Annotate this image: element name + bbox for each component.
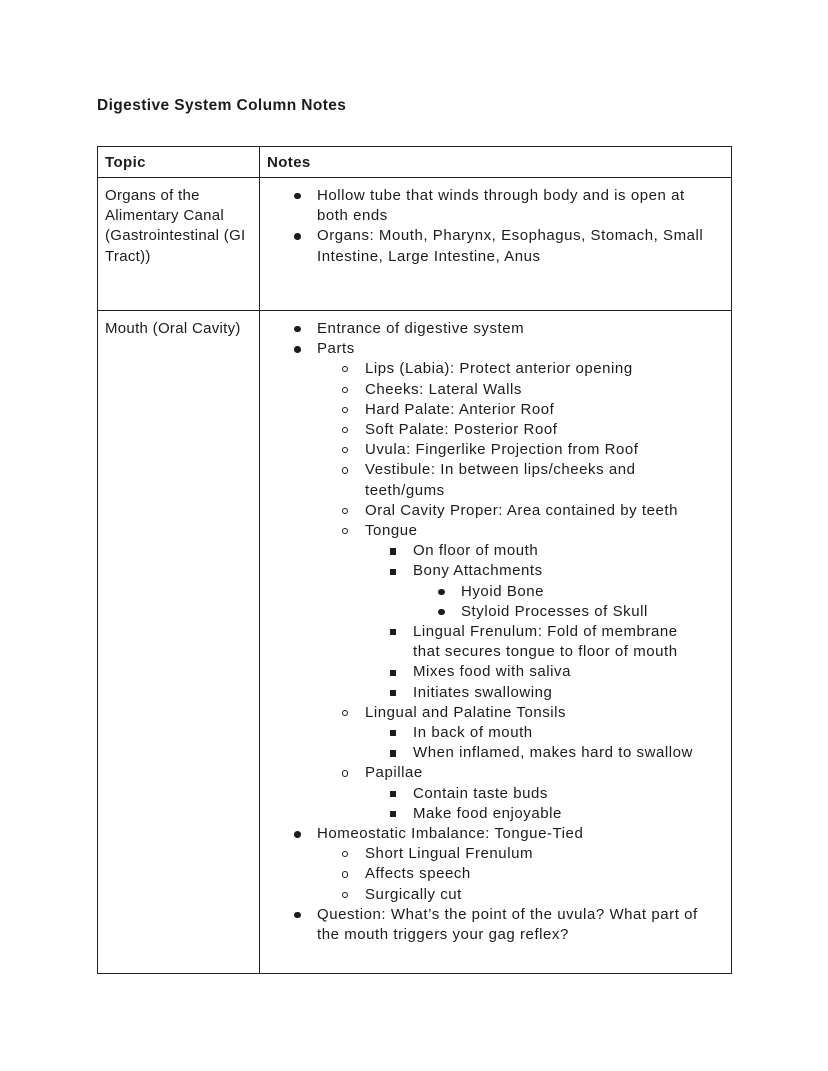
table-row — [98, 178, 732, 311]
note-text: Lingual Frenulum: Fold of membrane that secures tongue to floor of mouth — [413, 623, 678, 661]
note-text: Soft Palate: Posterior Roof — [365, 421, 558, 439]
disc-bullet-icon — [294, 226, 317, 246]
note-text: Homeostatic Imbalance: Tongue-Tied — [317, 825, 584, 843]
note-item — [260, 339, 705, 359]
note-text: Affects speech — [365, 865, 471, 883]
disc-bullet-icon — [438, 582, 461, 602]
note-item — [260, 864, 705, 884]
circle-bullet-icon — [342, 380, 365, 400]
note-text: Contain taste buds — [413, 784, 548, 802]
note-item — [260, 319, 705, 339]
note-item — [260, 763, 705, 783]
square-bullet-icon — [390, 541, 413, 561]
note-text: Initiates swallowing — [413, 683, 553, 701]
table-row — [98, 311, 732, 974]
note-item — [260, 561, 705, 581]
note-text: Cheeks: Lateral Walls — [365, 380, 522, 398]
note-item — [260, 622, 705, 662]
note-text: Organs: Mouth, Pharynx, Esophagus, Stomach, Small Intestine, Large Intestine, Anus — [317, 227, 704, 265]
note-text: Make food enjoyable — [413, 804, 562, 822]
note-text: Lips (Labia): Protect anterior opening — [365, 360, 633, 378]
disc-bullet-icon — [294, 319, 317, 339]
table-body — [98, 178, 732, 974]
note-item — [260, 582, 705, 602]
note-text: Tongue — [365, 522, 418, 540]
note-item — [260, 885, 705, 905]
note-item — [260, 662, 705, 682]
notes-cell — [260, 178, 732, 311]
circle-bullet-icon — [342, 885, 365, 905]
circle-bullet-icon — [342, 703, 365, 723]
square-bullet-icon — [390, 662, 413, 682]
note-item — [260, 784, 705, 804]
note-text: Parts — [317, 340, 355, 358]
circle-bullet-icon — [342, 460, 365, 480]
square-bullet-icon — [390, 683, 413, 703]
circle-bullet-icon — [342, 501, 365, 521]
disc-bullet-icon — [294, 339, 317, 359]
table-header-row — [98, 147, 732, 178]
note-text: Styloid Processes of Skull — [461, 602, 648, 620]
circle-bullet-icon — [342, 763, 365, 783]
circle-bullet-icon — [342, 844, 365, 864]
note-text: Hard Palate: Anterior Roof — [365, 400, 555, 418]
topic-column-header: Topic — [98, 147, 260, 178]
square-bullet-icon — [390, 561, 413, 581]
disc-bullet-icon — [294, 905, 317, 925]
circle-bullet-icon — [342, 864, 365, 884]
note-item — [260, 844, 705, 864]
note-item — [260, 460, 705, 500]
note-item — [260, 905, 705, 945]
note-text: Uvula: Fingerlike Projection from Roof — [365, 441, 639, 459]
note-text: Vestibule: In between lips/cheeks and teeth/gums — [365, 461, 636, 499]
note-text: Bony Attachments — [413, 562, 543, 580]
note-item — [260, 186, 705, 226]
topic-cell: Mouth (Oral Cavity) — [98, 311, 260, 974]
square-bullet-icon — [390, 784, 413, 804]
note-item — [260, 683, 705, 703]
note-item — [260, 723, 705, 743]
note-item — [260, 380, 705, 400]
note-item — [260, 703, 705, 723]
circle-bullet-icon — [342, 359, 365, 379]
circle-bullet-icon — [342, 420, 365, 440]
note-item — [260, 420, 705, 440]
note-item — [260, 824, 705, 844]
note-text: Entrance of digestive system — [317, 320, 525, 337]
note-item — [260, 804, 705, 824]
disc-bullet-icon — [294, 186, 317, 206]
note-item — [260, 400, 705, 420]
note-text: When inflamed, makes hard to swallow — [413, 744, 693, 762]
note-text: Hyoid Bone — [461, 582, 545, 600]
note-item — [260, 501, 705, 521]
note-item — [260, 743, 705, 763]
note-item — [260, 226, 705, 266]
column-notes-table — [97, 146, 732, 974]
circle-bullet-icon — [342, 521, 365, 541]
disc-bullet-icon — [294, 824, 317, 844]
document-title: Digestive System Column Notes — [97, 97, 347, 114]
square-bullet-icon — [390, 622, 413, 642]
note-item — [260, 440, 705, 460]
note-text: Lingual and Palatine Tonsils — [365, 703, 567, 721]
square-bullet-icon — [390, 723, 413, 743]
circle-bullet-icon — [342, 400, 365, 420]
square-bullet-icon — [390, 743, 413, 763]
note-item — [260, 359, 705, 379]
note-text: Oral Cavity Proper: Area contained by teeth — [365, 501, 678, 519]
note-text: On floor of mouth — [413, 542, 539, 560]
note-item — [260, 602, 705, 622]
topic-cell: Organs of the Alimentary Canal (Gastrointestinal (GI Tract)) — [98, 178, 260, 311]
note-text: In back of mouth — [413, 724, 533, 742]
note-text: Surgically cut — [365, 885, 462, 903]
square-bullet-icon — [390, 804, 413, 824]
circle-bullet-icon — [342, 440, 365, 460]
note-text: Hollow tube that winds through body and is open at both ends — [317, 187, 685, 225]
note-item — [260, 541, 705, 561]
note-item — [260, 521, 705, 541]
note-text: Short Lingual Frenulum — [365, 845, 534, 863]
notes-cell — [260, 311, 732, 974]
note-text: Papillae — [365, 764, 423, 782]
note-text: Question: What’s the point of the uvula? What part of the mouth triggers your gag reflex? — [317, 905, 698, 944]
notes-column-header: Notes — [260, 147, 732, 178]
disc-bullet-icon — [438, 602, 461, 622]
note-text: Mixes food with saliva — [413, 663, 571, 681]
